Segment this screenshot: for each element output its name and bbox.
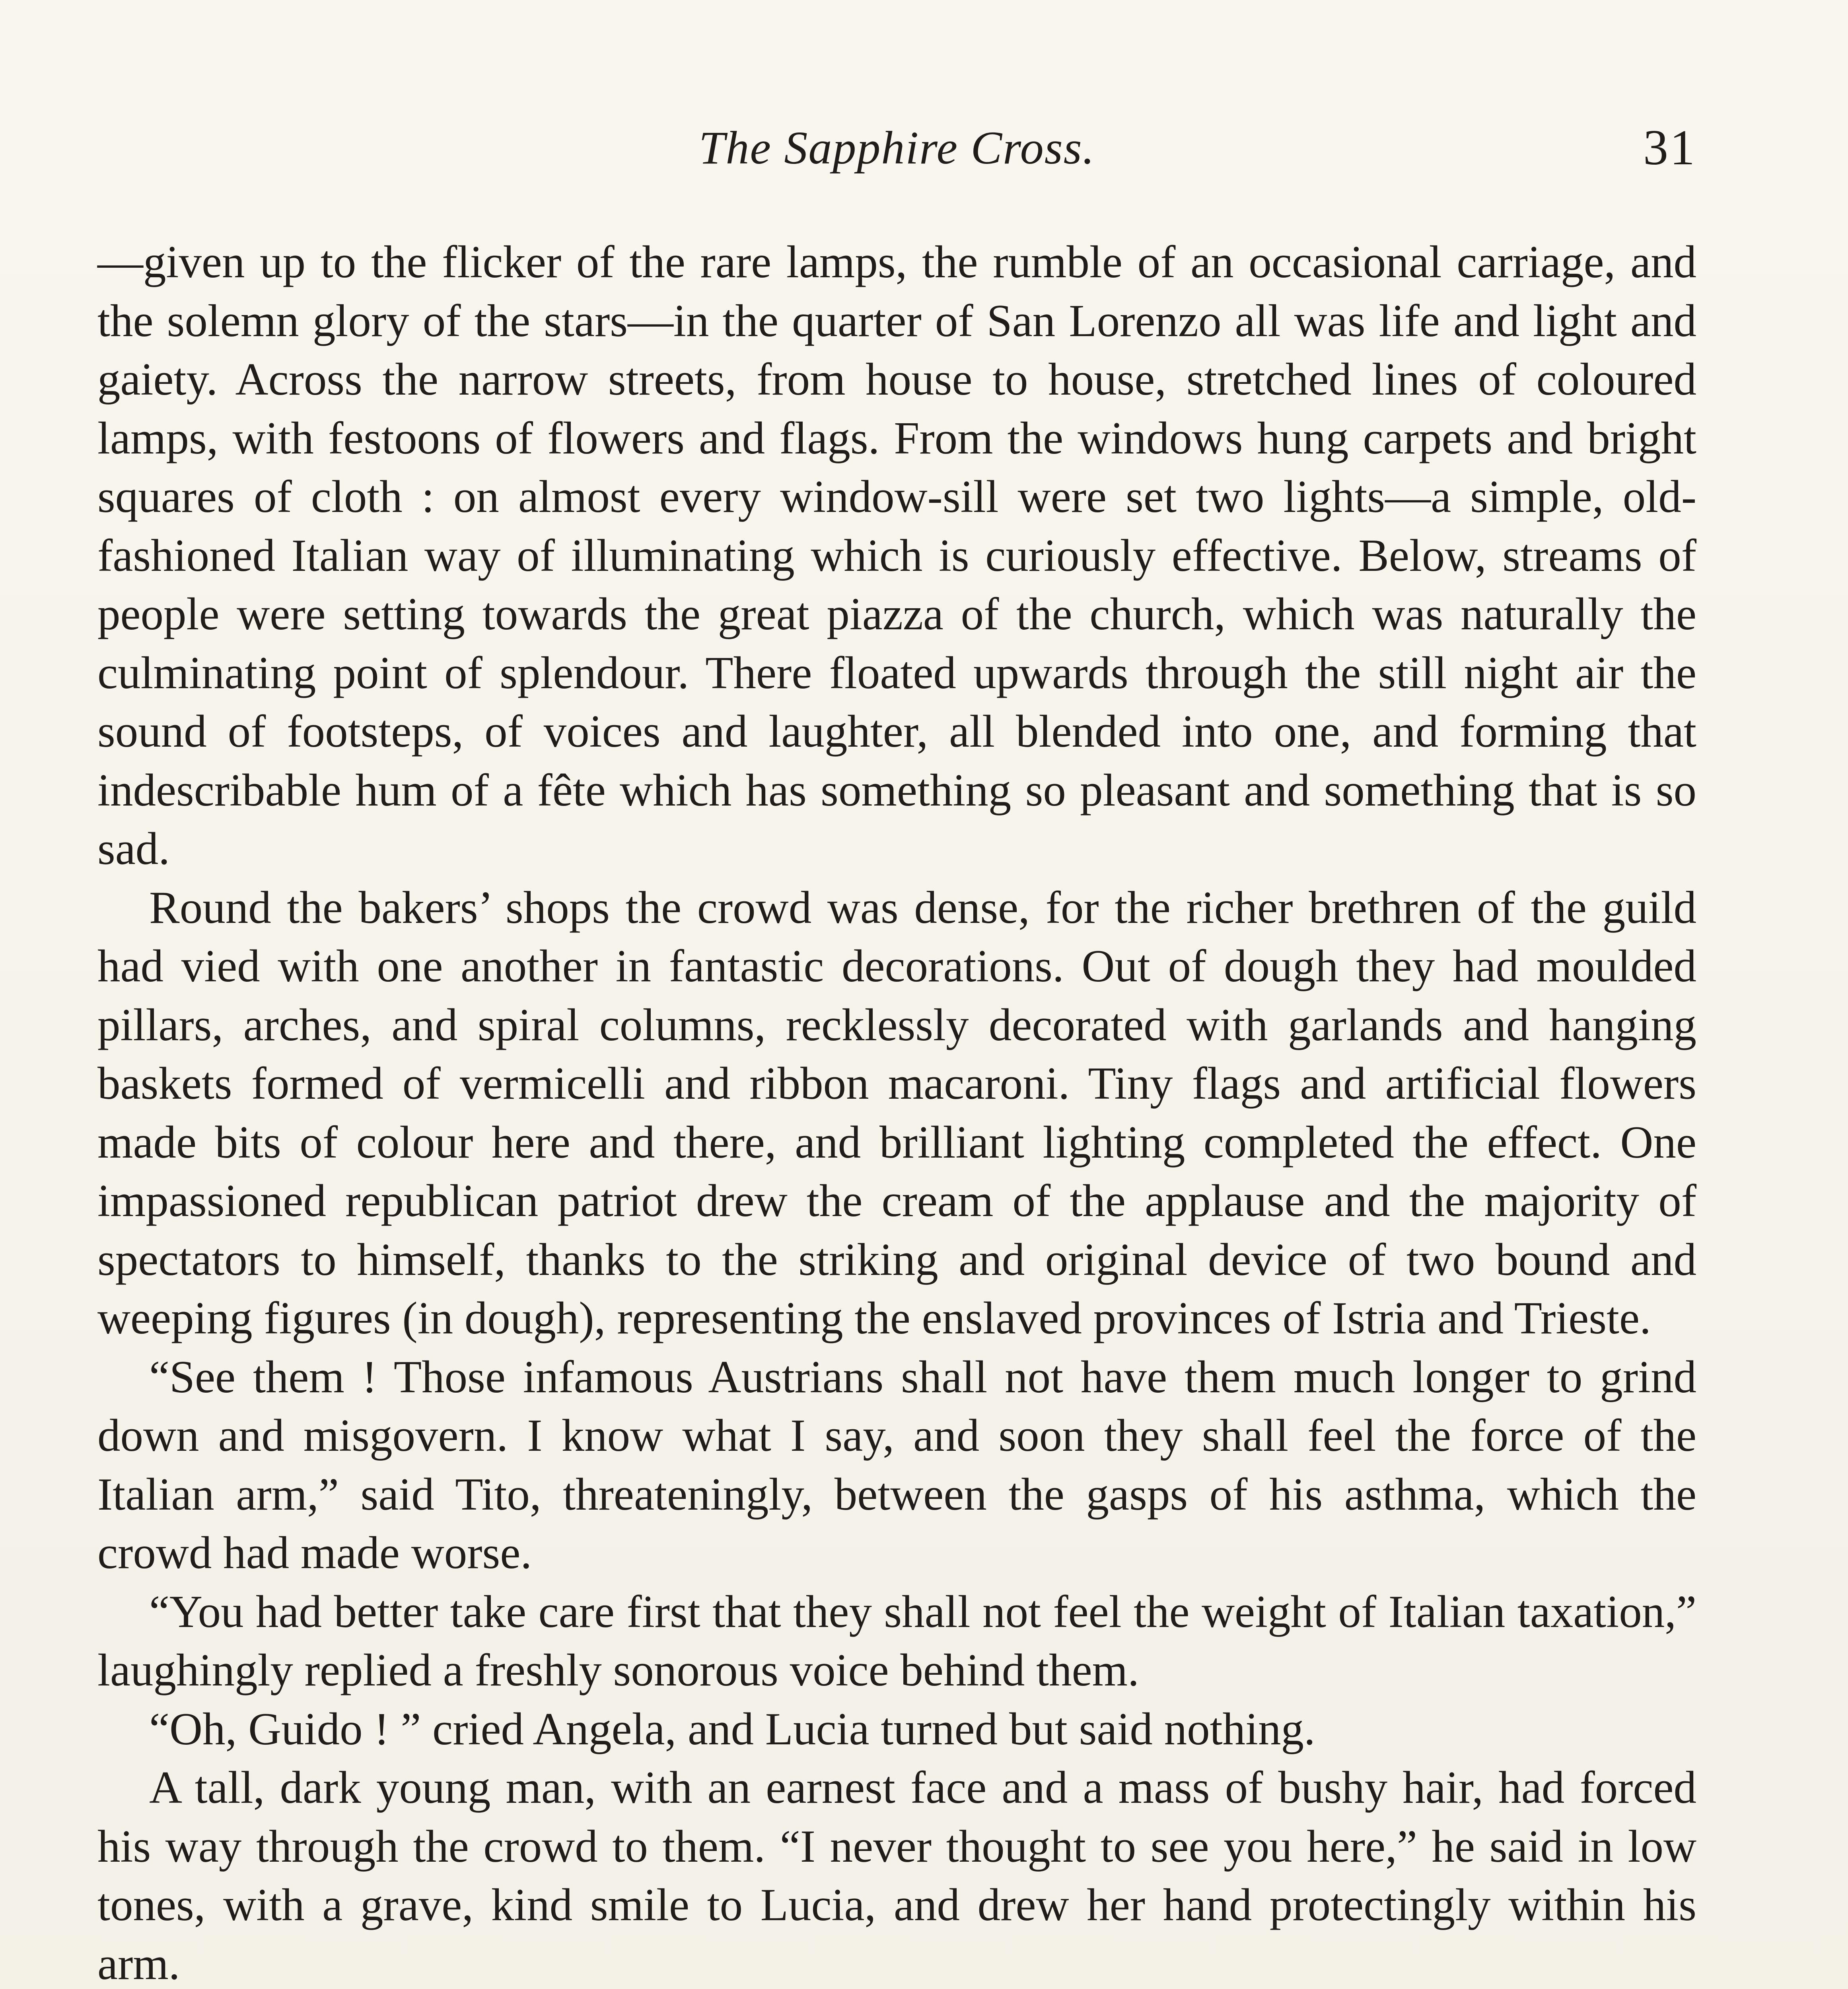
paragraph-5: “Oh, Guido ! ” cried Angela, and Lucia turned but said nothing. xyxy=(149,1703,1315,1754)
paragraph-6: A tall, dark young man, with an earnest face and a mass of bushy hair, had forced his way through the crowd to them. “I never thought to see you here,” he said in low tones, with a grave, kind smile to Lucia, and drew her hand protectingly within his arm. xyxy=(97,1762,1696,1989)
page-number: 31 xyxy=(1643,120,1696,175)
paragraph-2: Round the bakers’ shops the crowd was dense, for the richer brethren of the guild had vied with one another in fantastic decorations. Out of dough they had moulded pillars, arches, and spiral columns, recklessly decorated with garlands and hanging baskets formed of vermicelli and ribbon macaroni. Tiny flags and artificial flowers made bits of colour here and there, and brilliant lighting completed the effect. One impassioned republican patriot drew the cream of the applause and the majority of spectators to himself, thanks to the striking and original device of two bound and weeping figures (in dough), representing the enslaved provinces of Istria and Trieste. xyxy=(97,882,1696,1343)
paragraph-4: “You had better take care first that they shall not feel the weight of Italian taxation,” laughingly replied a freshly sonorous voice behind them. xyxy=(97,1586,1696,1695)
paragraph-1: —given up to the flicker of the rare lamps, the rumble of an occasional carriage, and the solemn glory of the stars—in the quarter of San Lorenzo all was life and light and gaiety. Across the narrow streets, from house to house, stretched lines of coloured lamps, with festoons of flowers and flags. From the windows hung carpets and bright squares of cloth : on almost every window-sill were set two lights—a simple, old-fashioned Italian way of illuminating which is curiously effective. Below, streams of people were setting towards the great piazza of the church, which was naturally the culminating point of splendour. There floated upwards through the still night air the sound of footsteps, of voices and laughter, all blended into one, and forming that indescribable hum of a fête which has something so pleasant and something that is so sad. xyxy=(97,237,1696,874)
running-title: The Sapphire Cross. xyxy=(698,122,1095,174)
body-text xyxy=(97,233,1696,1989)
paragraph-3: “See them ! Those infamous Austrians shall not have them much longer to grind down and misgovern. I know what I say, and soon they shall feel the force of the Italian arm,” said Tito, threateningly, between the gasps of his asthma, which the crowd had made worse. xyxy=(97,1351,1696,1578)
running-head xyxy=(97,116,1696,180)
